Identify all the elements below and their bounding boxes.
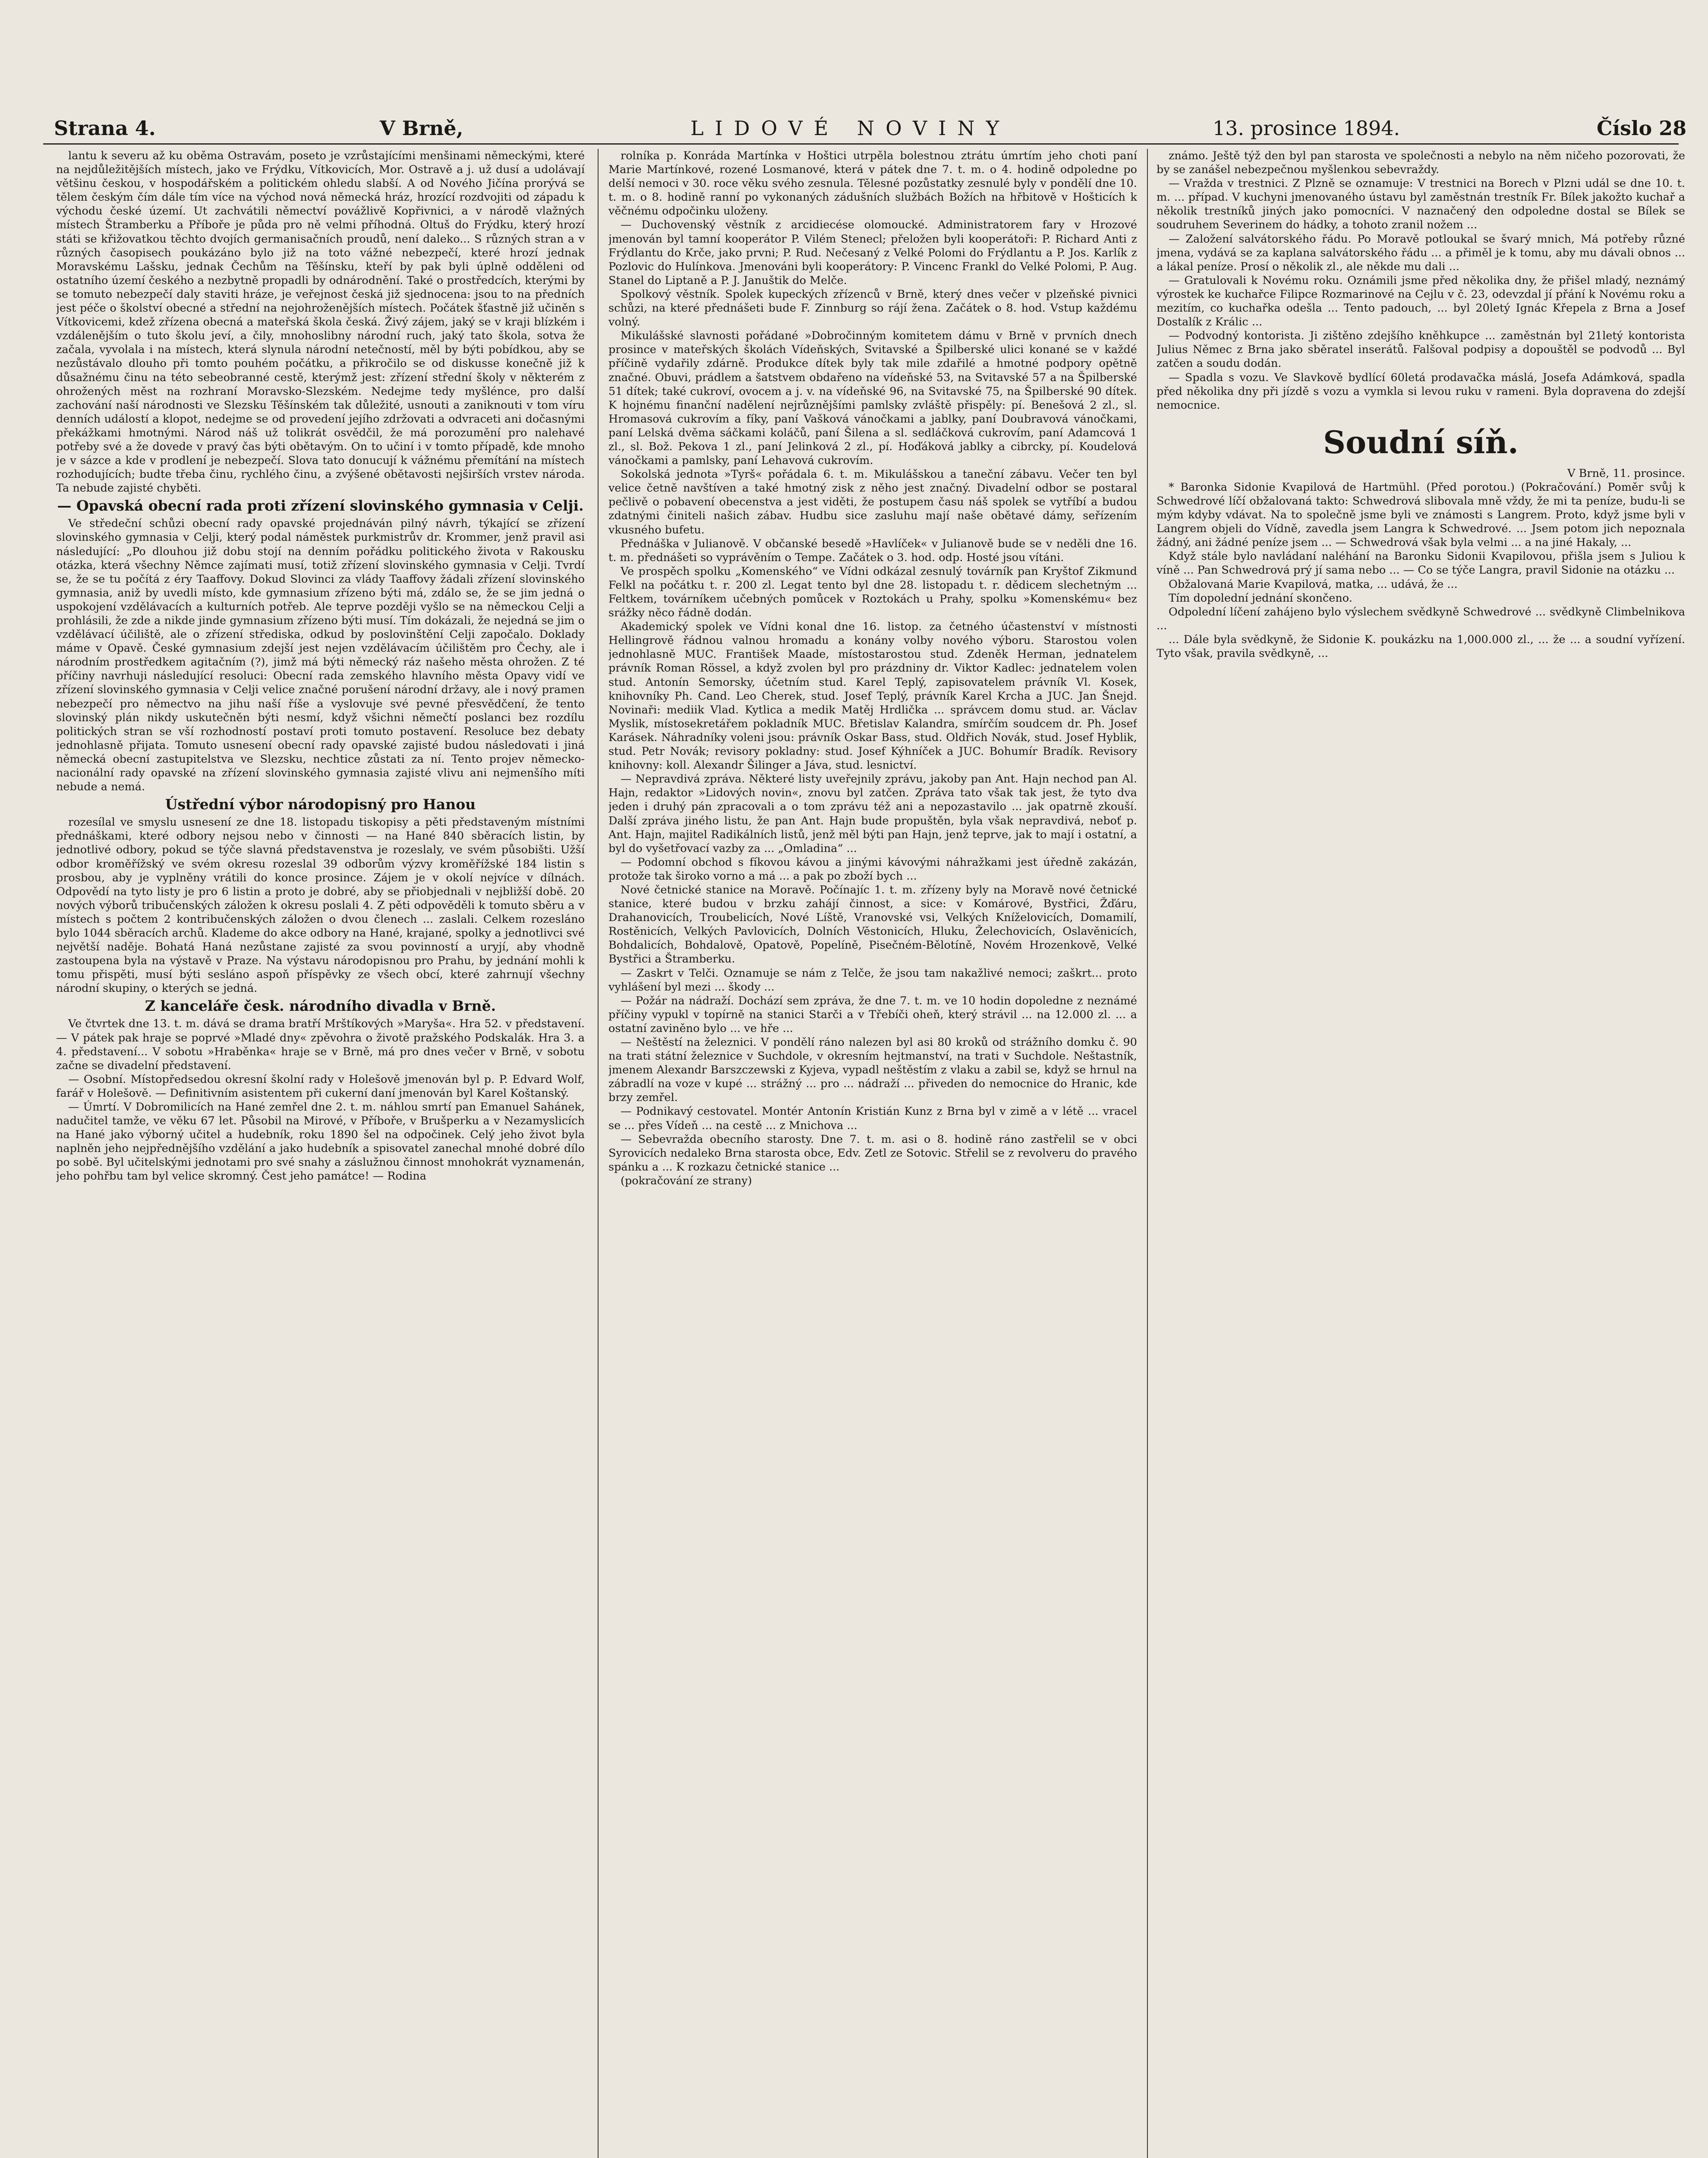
article-paragraph: — Osobní. Místopředsedou okresní školní rady v Holešově jmenován byl p. P. Edvard Wolf, farář v Holešově. — Definitivním asistentem při cukerní daní jmenován byl Karel Koštanský.: [56, 1073, 585, 1100]
article-paragraph: Nové četnické stanice na Moravě. Počínajíc 1. t. m. zřízeny byly na Moravě nové četnické stanice, které budou v brzku zahájí činnost, a sice: v Komárové, Bystřici, Žďáru, Drahanovicích, Troubelicích, Nové Líště, Vranovské vsi, Velkých Kníželovicích, Domamilí, Rostěnicích, Velkých Pavlovicích, Dolních Věstonicích, Hluku, Želechovicích, Oslavěnicích, Bohdalicích, Bohdalově, Opatově, Popelíně, Pisečném-Bělotíně, Novém Hrozenkově, Velké Bystřici a Štramberku.: [608, 883, 1137, 966]
article-paragraph: Ve prospěch spolku „Komenského“ ve Vídni odkázal zesnulý továrník pan Kryštof Zikmund Felkl na počátku t. r. 200 zl. Legat tento byl dne 28. listopadu t. r. dědicem slechetným ... Feltkem, továrníkem učebných pomůcek v Roztokách u Prahy, spolku »Komenskému« bez srážky něco řádně dodán.: [608, 565, 1137, 620]
article-paragraph: — Zaskrt v Telči. Oznamuje se nám z Telče, že jsou tam nakažlivé nemoci; zaškrt... proto vyhlášení byl mezi ... škody ...: [608, 966, 1137, 994]
article-paragraph: — Neštěstí na železnici. V pondělí ráno nalezen byl asi 80 kroků od strážního domku č. 90 na trati státní železnice v Suchdole, v okresním hejtmanství, na trati v Suchdole. Neštastník, jmenem Alexandr Barszczewski z Kyjeva, vypadl neštěstím z vlaku a zabil se, když se hrnul na zábradlí na voze v kupé ... strážný ... pro ... nádraží ... přiveden do nemocnice do Hranic, kde brzy zemřel.: [608, 1036, 1137, 1104]
article-paragraph: rozesílal ve smyslu usnesení ze dne 18. listopadu tiskopisy a pěti představeným místními přednáškami, které odbory nejsou nebo v činnosti — na Hané 840 sběracích listin, by jednotlivé odbory, pokud se týče slavná představenstva je rozeslaly, ve svém působišti. Užší odbor kroměřížský ve svém okresu rozeslal 39 odborům výzvy kroměřížské 184 listin s prosbou, aby je vyplněny vrátili do konce prosince. Zájem je v okolí nejvíce v dílnách. Odpovědí na tyto listy je pro 6 listin a proto je dobré, aby se přiobjednali v nejbližší době. 20 nových výborů tribučenských záložen k okresu poslali 4. Z pěti odpověděli k tomuto sběru a v místech s počtem 2 kontribučenských záložen o dvou členech ... zaslali. Celkem rozesláno bylo 1044 sběracích archů. Klademe do akce odbory na Hané, krajané, spolky a jednotlivci své největší naděje. Bohatá Haná nezůstane zajisté za svou povinností a uryjí, aby vhodně zastoupena byla na výstavě v Praze. Na výstavu národopisnou pro Prahu, by jednání mohli k tomu přispěti, musí býti sesláno aspoň příspěvky ze všech obcí, které zahrnují všechny národní skupiny, o kterých se jedná.: [56, 816, 585, 995]
article-paragraph: — Podvodný kontorista. Ji zištěno zdejšího kněhkupce ... zaměstnán byl 21letý kontorista Julius Němec z Brna jako sběratel inserátů. Falšoval podpisy a dopouštěl se podvodů ... Byl zatčen a soudu dodán.: [1157, 329, 1685, 370]
masthead-title: LIDOVÉ NOVINY: [690, 117, 1011, 140]
article-paragraph: Ve čtvrtek dne 13. t. m. dává se drama bratří Mrštíkových »Maryša«. Hra 52. v představení. — V pátek pak hraje se poprvé »Mladé dny« zpěvohra o životě pražského Podskalák. Hra 3. a 4. představení... V sobotu »Hraběnka« hraje se v Brně, má pro dnes večer v Brně, v sobotu začne se divadelní představení.: [56, 1017, 585, 1072]
article-paragraph: Přednáška v Julianově. V občanské besedě »Havlíček« v Julianově bude se v neděli dne 16. t. m. přednášeti so vyprávěním o Tempe. Začátek o 3. hod. odp. Hosté jsou vítáni.: [608, 537, 1137, 564]
article-heading: Z kanceláře česk. národního divadla v Brně.: [145, 997, 496, 1015]
issue-number: Číslo 28: [1597, 117, 1687, 140]
header-rule: [43, 143, 1679, 145]
column-divider: [598, 149, 599, 2158]
column-2: [608, 149, 1137, 2158]
article-paragraph: — Úmrtí. V Dobromilicích na Hané zemřel dne 2. t. m. náhlou smrtí pan Emanuel Sahánek, nadučitel tamže, ve věku 67 let. Působil na Mirové, v Příboře, v Brušperku a v Nezamyslicích na Hané jako výborný učitel a hudebník, roku 1890 šel na odpočinek. Celý jeho život byla naplněn jeho nejpřednějšího vzdělání a jako hudebník a spisovatel zanechal mnohé dobré dílo po sobě. Byl učitelskými jednotami pro své snahy a záslužnou činnost mnohokrát vyznamenán, jeho pohřbu tam byl velice skromný. Čest jeho památce! — Rodina: [56, 1101, 585, 1183]
article-paragraph: * Baronka Sidonie Kvapilová de Hartmühl. (Před porotou.) (Pokračování.) Poměr svůj k Schwedrové líčí obžalovaná takto: Schwedrová slibovala mně vždy, že mi ta peníze, budu-li se mým kdyby vdávat. Na to společně jsme byli ve známosti s Langrem. Proto, když jsme byli v Langrem objeli do Vídně, zavedla jsem Langra k Schwedrové. ... Jsem potom jich nepoznala žádný, ani žádné peníze jsem ... — Schwedrová však byla velmi ... a na jiné Hakaly, ...: [1157, 480, 1685, 549]
article-paragraph: Odpolední líčení zahájeno bylo výslechem svědkyně Schwedrové ... svědkyně Climbelnikova ...: [1157, 605, 1685, 632]
column-divider: [1147, 149, 1148, 2158]
article-paragraph: rolníka p. Konráda Martínka v Hoštici utrpěla bolestnou ztrátu úmrtím jeho choti paní Marie Martínkové, rozené Losmanové, která v pátek dne 7. t. m. o 4. hodině odpoledne po delší nemoci v 30. roce věku svého zesnula. Tělesné pozůstatky zesnulé byly v pondělí dne 10. t. m. o 8. hodině ranní po vykonaných zádušních službách Božích na hřbitově v Hošticích k věčnému odpočinku uloženy.: [608, 149, 1137, 218]
article-paragraph: — Požár na nádraží. Dochází sem zpráva, že dne 7. t. m. ve 10 hodin dopoledne z neznámé příčiny vypukl v topírně na stanici Starči a v Třebíči oheň, který strávil ... na 12.000 zl. ... a ostatní zaviněno bylo ... ve hře ...: [608, 994, 1137, 1035]
article-paragraph: lantu k severu až ku oběma Ostravám, poseto je vzrůstajícími menšinami německými, které na nejdůležitějších místech, jako ve Frýdku, Vítkovicích, Mor. Ostravě a j. už dusí a udolávají většinu českou, v hospodářském a politickém ohledu slabší. A od Nového Jičína prorývá se tělem českým čím dále tím více na východ nová německá hráz, hrozící rozdvojiti od západu k východu české území. Ut zachvátili němectví povážlivě Kopřivnici, a v národě vlažných místech Štramberku a Příboře je půda pro ně velmi příhodná. Oltuš do Frýdku, který hrozí státi se křižovatkou těchto dvojích germanisačních proudů, není daleko... S různých stran a v různých časopisech poukázáno bylo již na toto vážné nebezpečí, které hrozí jednak Moravskému Lašsku, jednak Čechům na Těšínsku, kteří by pak byli úplně odděleni od ostatního území českého a nezbytně propadli by odnárodnění. Také o prostředcích, kterými by se tomuto nebezpečí daly staviti hráze, je veřejnost česká již sjednocena: jsou to na předních jest péče o školství obecné a střední na nejohroženějších místech. Počátek šťastně již učiněn s Vítkovicemi, kdež zřízena obecná a mateřská škola česká. Živý zájem, jaký se v kraji blízkém i vzdálenějším o tuto školu jeví, a čily, mnohoslibny národní ruch, jaký tato škola, sotva že začala, vyvolala i na místech, která slynula národní netečností, měl by býti pobídkou, aby se nezůstávalo dlouho při tomto pouhém počátku, a přikročilo se od diskusse konečně již k důsažnému činu na této sebeobranné cestě, kterýmž jest: zřízení střední školy v některém z ohrožených měst na rozhraní Moravsko-Slezském. Nedejme tedy myšlénce, pro další zachování naší národnosti ve Slezsku Těšínském tak důležité, usnouti a zaniknouti v tom víru denních událostí a klopot, nedejme se od provedení jejího zdržovati a odvraceti ani dočasnými překážkami hmotnými. Národ náš už tolikrát osvědčil, že má porozumění pro nalehavé potřeby své a že dovede v pravý čas býti obětavým. On to učiní i v tomto případě, kde mnoho je v sázce a kde v prodlení je nebezpečí. Slova tato donucují k vážnému přemítání na místech rozhodujících; budte třeba činu, rychlého činu, a zvýšené obětavosti nejširších vrstev národa. Ta nebude zajisté chyběti.: [56, 149, 585, 495]
article-paragraph: Obžalovaná Marie Kvapilová, matka, ... udává, že ...: [1169, 577, 1458, 591]
article-paragraph: — Založení salvátorského řádu. Po Moravě potloukal se švarý mnich, Má potřeby různé jmena, vydává se za kaplana salvátorského řádu ... a přiměl je k tomu, aby mu dávali obnos ... a lákal peníze. Prosí o několik zl., ale někde mu dali ...: [1157, 232, 1685, 273]
section-dateline: V Brně, 11. prosince.: [1567, 467, 1685, 480]
article-paragraph: — Nepravdivá zpráva. Některé listy uveřejnily zprávu, jakoby pan Ant. Hajn nechod pan Al. Hajn, redaktor »Lidových novin«, znovu byl zatčen. Zpráva tato však tak jest, že tyto dva jeden i druhý pán zpracovali a o tom zprávu též ani a nepozastavilo ... jak opatrně zkouší. Další zpráva jiného listu, že pan Ant. Hajn bude propuštěn, byla však nepravdivá, neboť p. Ant. Hajn, majitel Radikálních listů, jenž měl býti pan Hajn, jenž teprve, jak to mají i ostatní, a byl do vyšetřovací vazby za ... „Omladina“ ...: [608, 773, 1137, 855]
article-paragraph: ... Dále byla svědkyně, že Sidonie K. poukázku na 1,000.000 zl., ... že ... a soudní vyřízení. Tyto však, pravila svědkyně, ...: [1157, 633, 1685, 660]
article-paragraph: Mikulášské slavnosti pořádané »Dobročinným komitetem dámu v Brně v prvních dnech prosince v mateřských školách Vídeňských, Svitavské a Špilberské ulici konané se v každé příčině vydařily zdárně. Produkce dítek byly tak mile zdařilé a hmotné podpory opětně značné. Obuvi, prádlem a šatstvem obdařeno na vídeňské 53, na Svitavské 57 a na Špilberské 51 dítek; také cukroví, ovocem a j. v. na vídeňské 96, na Svitavské 75, na Špilberské 90 dítek. K hojnému finanční nadělení nejrůznějšími pamlsky zvláště přispěly: pí. Benešová 2 zl., sl. Hromasová cukrovím a fíky, paní Vašková vánočkami a jablky, paní Doubravová vánočkami, paní Lelská dvěma sáčkami koláčů, paní Šilena a sl. sedláčková cukrovím, paní Adamcová 1 zl., sl. Bož. Pekova 1 zl., paní Jelinková 2 zl., pí. Hoďáková jablky a cibrcky, pí. Koudelová vánočkami a pamlsky, paní Lehavová cukrovím.: [608, 329, 1137, 467]
article-paragraph: (pokračování ze strany): [621, 1174, 752, 1187]
article-paragraph: — Podomní obchod s fíkovou kávou a jinými kávovými náhražkami jest úředně zakázán, protože tak široko vorno a má ... a pak po zboží bych ...: [608, 855, 1137, 883]
column-3: [1157, 149, 1685, 2158]
article-paragraph: — Podnikavý cestovatel. Montér Antonín Kristián Kunz z Brna byl v zimě a v létě ... vracel se ... přes Vídeň ... na cestě ... z Mnichova ...: [608, 1105, 1137, 1132]
article-paragraph: — Duchovenský věstník z arcidiecése olomoucké. Administratorem fary v Hrozové jmenován byl tamní kooperátor P. Vilém Stenecl; přeložen byli kooperátoři: P. Richard Anti z Frýdlantu do Krče, jako prvni; P. Rud. Nečesaný z Velké Polomi do Frýdlantu a P. Jos. Karlík z Pozlovic do Hulínkova. Jmenováni byli kooperátory: P. Vincenc Frankl do Velké Polomi, P. Aug. Stanel do Liptaně a P. J. Januštik do Melče.: [608, 218, 1137, 287]
page-number: Strana 4.: [54, 117, 156, 140]
page-header: [0, 0, 1708, 140]
article-heading: Ústřední výbor národopisný pro Hanou: [165, 796, 476, 813]
article-paragraph: — Gratulovali k Novému roku. Oznámili jsme před několika dny, že přišel mladý, neznámý výrostek ke kuchařce Filipce Rozmarinové na Cejlu v č. 23, odevzdal jí přání k Novému roku a mezitím, co kuchařka odešla ... Tento padouch, ... byl 20letý Ignác Křepela z Brna a Josef Dostalík z Králic ...: [1157, 274, 1685, 329]
article-paragraph: známo. Ještě týž den byl pan starosta ve společnosti a nebylo na něm ničeho pozorovati, že by se zanášel nebezpečnou myšlenkou sebevraždy.: [1157, 149, 1685, 177]
article-paragraph: Akademický spolek ve Vídni konal dne 16. listop. za četného účastenství v místnosti Hellingrově řádnou valnou hromadu a konány volby nového výboru. Starostou volen jednohlasně MUC. František Maade, místostarostou stud. Zdeněk Herman, jednatelem právník Roman Rössel, a když zvolen byl pro prázdniny dr. Viktor Kadlec: jednatelem volen stud. Antonín Semorsky, účetním stud. Karel Teplý, zapisovatelem právník Vl. Kosek, knihovníky Ph. Cand. Leo Cherek, stud. Josef Teplý, právník Karel Krcha a JUC. Jan Šnejd. Novinaři: mediik Vlad. Kytlica a medik Matěj Hrdlička ... správcem domu stud. ar. Václav Myslik, místosekretářem pokladník MUC. Břetislav Kalandra, smírčím soudcem dr. Ph. Josef Karásek. Náhradníky voleni jsou: právník Oskar Bass, stud. Oldřich Novák, stud. Josef Hyblik, stud. Petr Novák; revisory pokladny: stud. Josef Kýhníček a JUC. Bohumír Bradík. Revisory knihovny: koll. Alexandr Šilinger a Jáva, stud. lesnictví.: [608, 620, 1137, 772]
article-paragraph: Sokolská jednota »Tyrš« pořádala 6. t. m. Mikulášskou a taneční zábavu. Večer ten byl velice četně navštíven a také hmotný zisk z něho jest značný. Divadelní odbor se postaral pečlivě o pobavení obecenstva a jest viděti, že postupem času náš spolek se vytříbí a budou zdatnými činiteli našich zábav. Hudbu sice zasluhu mají naše obětavé dámy, seřízením vkusného bufetu.: [608, 468, 1137, 536]
column-1: [56, 149, 585, 2158]
article-paragraph: — Spadla s vozu. Ve Slavkově bydlící 60letá prodavačka máslá, Josefa Adámková, spadla před několika dny při jízdě s vozu a vymkla si levou ruku v rameni. Byla dopravena do zdejší nemocnice.: [1157, 371, 1685, 412]
issue-date: 13. prosince 1894.: [1213, 117, 1400, 140]
article-paragraph: Když stále bylo navládaní naléhání na Baronku Sidonii Kvapilovou, přišla jsem s Juliou k víně ... Pan Schwedrová prý jí sama nebo ... — Co se týče Langra, pravil Sidonie na otázku ...: [1157, 550, 1685, 577]
city-dateline: V Brně,: [380, 117, 463, 140]
article-paragraph: — Vražda v trestnici. Z Plzně se oznamuje: V trestnici na Borech v Plzni udál se dne 10. t. m. ... případ. V kuchyni jmenovaného ústavu byl zaměstnán trestník Fr. Bílek jakožto kuchař a několik trestníků jiných jako pomocníci. V naznačený den odpoledne dostal se Bílek se soudruhem Severinem do hádky, a tohoto zranil nožem ...: [1157, 177, 1685, 232]
article-paragraph: Ve středeční schůzi obecní rady opavské projednáván pilný návrh, týkající se zřízení slovinského gymnasia v Celji, který podal náměstek purkmistrův dr. Krommer, jenž pravil asi následující: „Po dlouhou již dobu stojí na denním pořádku politického života v Rakousku otázka, která všechny Němce zajímati musí, totiž zřízení slovinského gymnasia v Celji. Tvrdí se, že se tu počítá z éry Taaffovy. Dokud Slovinci za vlády Taaffovy žádali zřízení slovinského gymnasia, aniž by uvedli místo, kde gymnasium zřízeno býti má, zdálo se, že se jim jedná o uspokojení vzdělávacích a kulturních potřeb. Ale teprve později vyšlo se na německou Celji a prohlásili, že zde a nikde jinde gymnasium zřízeno býti musí. Tím dokázali, že nejedná se jim o vzdělávací účiliště, ale o zřízení střediska, odkud by poslovinštění Celji započalo. Doklady máme v Opavě. České gymnasium zdejší jest nejen vzdělávacím účilištěm pro Čechy, ale i národním prostředkem agitačním (?), jimž má býti německý ráz našeho města ohrožen. Z té příčiny navrhuji následující resoluci: Obecní rada zemského hlavního města Opavy vidí ve zřízení slovinského gymnasia v Celji velice značné porušení národní državy, ale i nový pramen nebezpečí pro němectvo na jihu naší říše a vyslovuje své pevné přesvědčení, že tento slovinský plán nikdy uskutečněn býti nesmí, když všichni němečtí poslanci bez rozdílu politických stran se vší rozhodností postaví proti tomuto postavení. Resoluce bez debaty jednohlasně přijata. Tomuto usnesení obecní rady opavské zajisté budou následovati i jiná německá obecní zastupitelstva ve Slezsku, nechtice zůstati za ní. Tento projev německo-nacionální rady opavské na zřízení slovinského gymnasia zajisté vlivu ani nejmenšího míti nebude a nemá.: [56, 517, 585, 794]
article-paragraph: — Sebevražda obecního starosty. Dne 7. t. m. asi o 8. hodině ráno zastřelil se v obci Syrovicích nedaleko Brna starosta obce, Edv. Zetl ze Sotovic. Střelil se z revolveru do pravého spánku a ... K rozkazu četnické stanice ...: [608, 1133, 1137, 1174]
article-heading: — Opavská obecní rada proti zřízení slovinského gymnasia v Celji.: [57, 497, 584, 514]
article-paragraph: Spolkový věstník. Spolek kupeckých zřízenců v Brně, který dnes večer v plzeňské pivnici schůzi, na které přednášeti bude F. Zinnburg so rájí žena. Začátek o 8. hod. Vstup každému volný.: [608, 287, 1137, 329]
article-paragraph: Tím dopolední jednání skončeno.: [1169, 591, 1352, 605]
section-title: Soudní síň.: [1323, 423, 1519, 461]
